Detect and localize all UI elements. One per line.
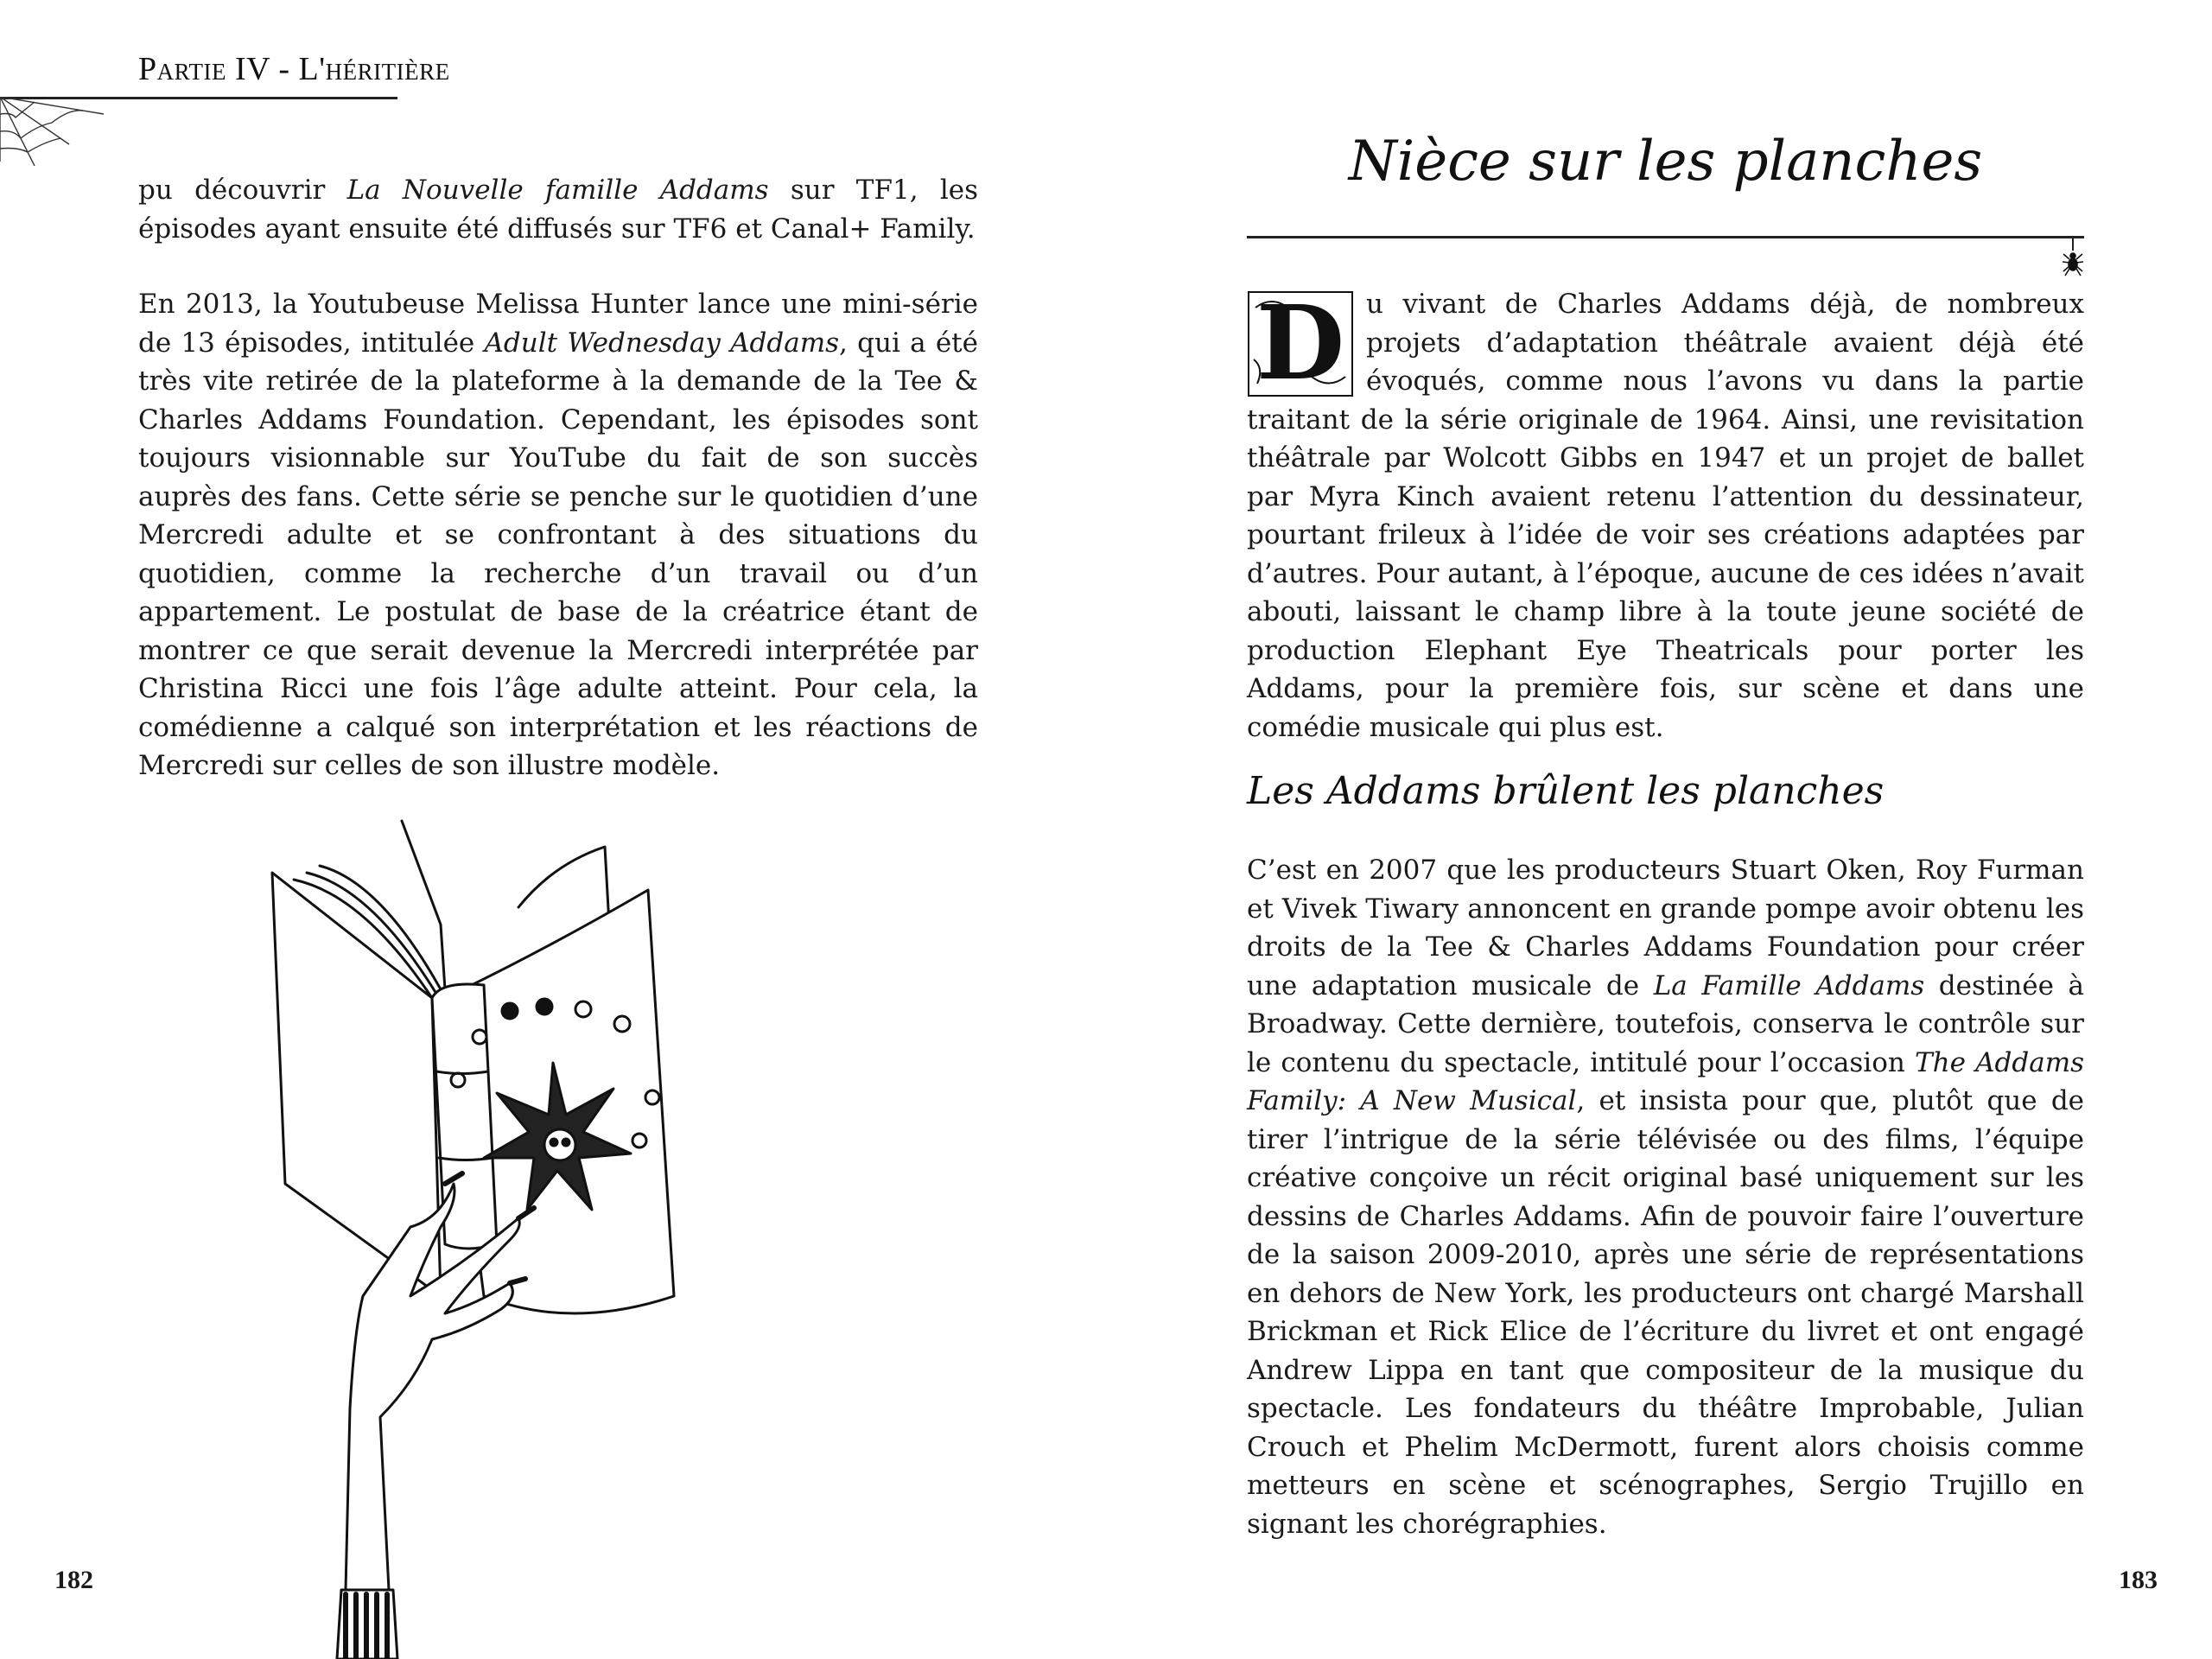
text-run: , et insista pour que, plutôt que de tirer l’intrigue de la série télévisée ou des films, l’équipe créative conçoive un récit original basé uniquement sur les dessins de Charles Addams. Afin de pouvoir faire l’ouverture de la saison 2009-2010, après une série de représentations en dehors de New York, les producteurs ont chargé Marshall Brickman et Rick Elice de l’écriture du livret et ont engagé Andrew Lippa en tant que compositeur de la musique du spectacle. Les fondateurs du théâtre Improbable, Julian Crouch et Phelim McDermott, furent alors choisis comme metteurs en scène et scénographes, Sergio Trujillo en signant les chorégraphies. [1247, 1085, 2085, 1540]
spider-icon [2062, 247, 2084, 276]
text-run: En 2013, la Youtubeuse Melissa Hunter lance une mini-série de 13 épisodes, intitulée [138, 289, 978, 359]
italic-title: La Famille Addams [1653, 969, 1925, 1001]
text-run: sur TF1, les épisodes ayant ensuite été diffusés sur TF6 et Canal+ Family. [138, 175, 978, 245]
italic-title: The Addams Family: A New Musical [1247, 1046, 2084, 1116]
title-rule [1247, 236, 2084, 238]
left-paragraph-2 [138, 285, 978, 785]
running-header: Partie IV - L'héritière [138, 51, 450, 87]
right-page [1106, 0, 2212, 1659]
italic-title: Adult Wednesday Addams [484, 327, 840, 359]
hand-holding-book-illustration [259, 812, 881, 1659]
text-run: , qui a été très vite retirée de la plateforme à la demande de la Tee & Charles Addams Foundation. Cependant, les épisodes sont toujours visionnable sur YouTube du fait de son succès auprès des fans. Cette série se penche sur le quotidien d’une Mercredi adulte et se confrontant à des situations du quotidien, comme la recherche d’un travail ou d’un appartement. Le postulat de base de la créatrice étant de montrer ce que serait devenue la Mercredi interprétée par Christina Ricci une fois l’âge adulte atteint. Pour cela, la comédienne a calqué son interprétation et les réactions de Mercredi sur celles de son illustre modèle. [138, 327, 978, 781]
chapter-title: Nièce sur les planches [1348, 130, 1983, 194]
section-title: Les Addams brûlent les planches [1247, 769, 1885, 813]
text-run: pu découvrir [138, 175, 347, 206]
right-paragraph-1 [1247, 285, 2084, 747]
right-paragraph-2 [1247, 851, 2084, 1543]
text-run: C’est en 2007 que les producteurs Stuart Oken, Roy Furman et Vivek Tiwary annoncent en grande pompe avoir obtenu les droits de la Tee & Charles Addams Foundation pour créer une adaptation musicale de [1247, 855, 2084, 1001]
page-number: 183 [2119, 1566, 2158, 1594]
text-run: u vivant de Charles Addams déjà, de nombreux projets d’adaptation théâtrale avaient déjà été évoqués, comme nous l’avons vu dans la partie traitant de la série originale de 1964. Ainsi, une revisitation théâtrale par Wolcott Gibbs en 1947 et un projet de ballet par Myra Kinch avaient retenu l’attention du dessinateur, pourtant frileux à l’idée de voir ses créations adaptées par d’autres. Pour autant, à l’époque, aucune de ces idées n’avait abouti, laissant le champ libre à la toute jeune société de production Elephant Eye Theatricals pour porter les Addams, pour la première fois, sur scène et dans une comédie musicale qui plus est. [1247, 289, 2084, 743]
italic-title: La Nouvelle famille Addams [346, 175, 769, 206]
cobweb-icon [0, 97, 112, 166]
left-paragraph-1 [138, 171, 978, 248]
text-run: destinée à Broadway. Cette dernière, toutefois, conserva le contrôle sur le contenu du spectacle, intitulé pour l’occasion [1247, 969, 2084, 1078]
dropcap-letter: D [1255, 290, 1345, 397]
page-number: 182 [54, 1566, 93, 1594]
dropcap [1247, 290, 1354, 397]
